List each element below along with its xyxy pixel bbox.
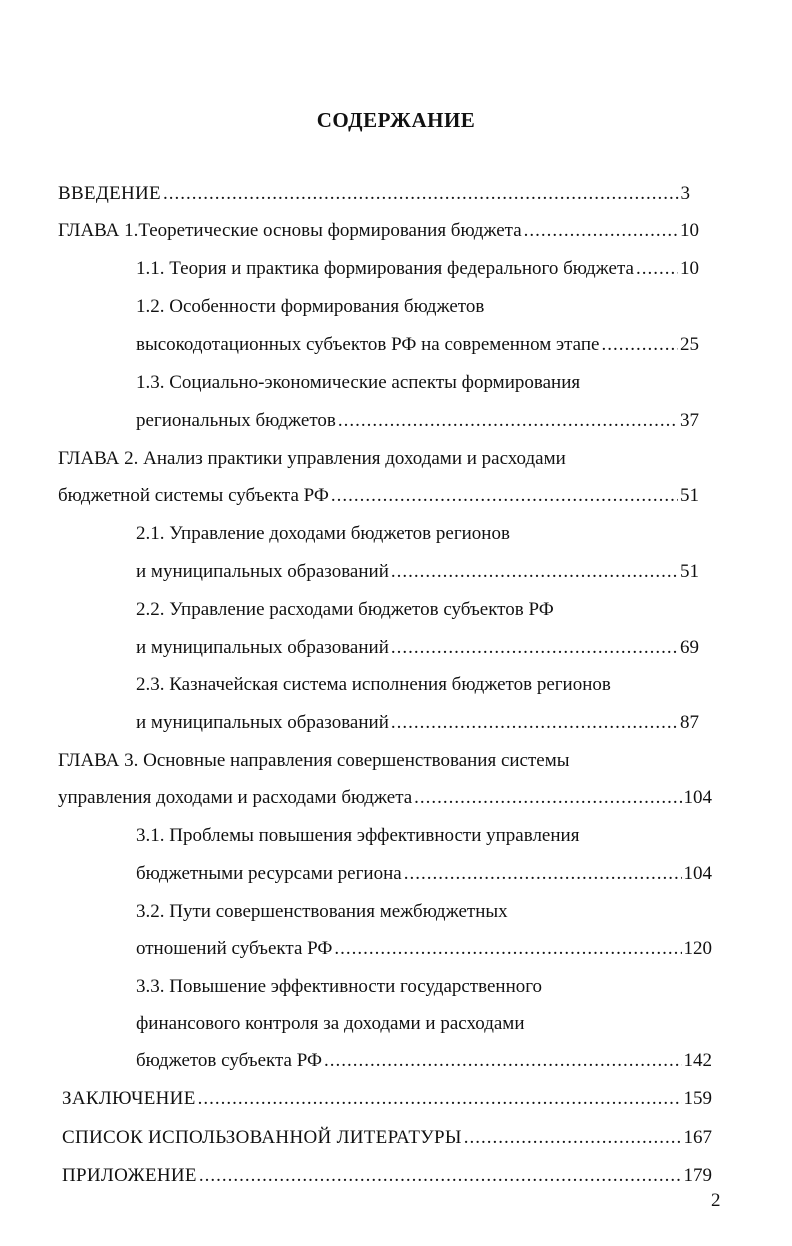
toc-leader-dots <box>404 858 682 890</box>
toc-entry-page: 10 <box>680 220 699 241</box>
toc-entry-intro <box>58 178 690 210</box>
toc-entry-text: 3.3. Повышение эффективности государственного <box>136 976 543 997</box>
toc-entry-text: и муниципальных образований <box>136 637 389 658</box>
toc-entry-text: 2.3. Казначейская система исполнения бюджетов регионов <box>136 674 611 695</box>
toc-entry-text: бюджетными ресурсами региона <box>136 863 402 884</box>
toc-entry-chapter-2-line1 <box>58 443 566 475</box>
toc-entry-text: СПИСОК ИСПОЛЬЗОВАННОЙ ЛИТЕРАТУРЫ <box>62 1127 462 1148</box>
toc-entry-page: 69 <box>680 637 699 658</box>
toc-entry-text: высокодотационных субъектов РФ на современном этапе <box>136 334 600 355</box>
toc-entry-section-3-2-line2 <box>136 933 712 965</box>
toc-entry-page: 87 <box>680 712 699 733</box>
toc-entry-text: 2.2. Управление расходами бюджетов субъектов РФ <box>136 599 554 620</box>
toc-entry-page: 159 <box>683 1088 712 1109</box>
toc-leader-dots <box>338 405 678 437</box>
toc-entry-section-3-1-line2 <box>136 858 712 890</box>
toc-entry-page: 37 <box>680 410 699 431</box>
toc-entry-section-3-1-line1 <box>136 820 579 852</box>
toc-entry-text: ПРИЛОЖЕНИЕ <box>62 1165 197 1186</box>
toc-entry-section-2-1-line2 <box>136 556 699 588</box>
toc-entry-section-2-1-line1 <box>136 518 510 550</box>
page-title: СОДЕРЖАНИЕ <box>316 108 476 132</box>
toc-entry-section-1-1 <box>136 253 699 285</box>
toc-entry-text: бюджетной системы субъекта РФ <box>58 485 329 506</box>
toc-entry-text: отношений субъекта РФ <box>136 938 333 959</box>
toc-entry-section-3-3-line3 <box>136 1045 712 1077</box>
toc-entry-text: ГЛАВА 1.Теоретические основы формирования бюджета <box>58 220 522 241</box>
page-number: 2 <box>711 1190 721 1211</box>
toc-entry-section-3-2-line1 <box>136 896 508 928</box>
toc-leader-dots <box>636 253 678 285</box>
toc-leader-dots <box>198 1083 682 1115</box>
toc-entry-section-1-3-line1 <box>136 367 580 399</box>
toc-entry-section-2-2-line1 <box>136 594 554 626</box>
toc-leader-dots <box>391 707 678 739</box>
toc-entry-section-3-3-line2 <box>136 1008 525 1040</box>
toc-entry-text: ГЛАВА 3. Основные направления совершенствования системы <box>58 750 570 771</box>
toc-entry-page: 3 <box>680 183 690 204</box>
toc-entry-text: ВВЕДЕНИЕ <box>58 183 161 204</box>
toc-entry-bibliography <box>62 1122 712 1154</box>
toc-entry-chapter-3-line2 <box>58 782 712 814</box>
toc-entry-text: ЗАКЛЮЧЕНИЕ <box>62 1088 196 1109</box>
toc-entry-page: 179 <box>683 1165 712 1186</box>
toc-entry-page: 104 <box>683 787 712 808</box>
toc-leader-dots <box>334 933 681 965</box>
toc-entry-page: 51 <box>680 485 699 506</box>
toc-entry-page: 25 <box>680 334 699 355</box>
toc-entry-text: региональных бюджетов <box>136 410 336 431</box>
toc-entry-appendix <box>62 1160 712 1192</box>
toc-entry-text: 1.1. Теория и практика формирования федерального бюджета <box>136 258 634 279</box>
toc-leader-dots <box>414 782 681 814</box>
toc-entry-section-2-2-line2 <box>136 632 699 664</box>
toc-leader-dots <box>464 1122 682 1154</box>
toc-entry-page: 51 <box>680 561 699 582</box>
toc-entry-page: 120 <box>683 938 712 959</box>
toc-leader-dots <box>163 178 679 210</box>
toc-entry-text: и муниципальных образований <box>136 712 389 733</box>
toc-entry-text: бюджетов субъекта РФ <box>136 1050 322 1071</box>
toc-entry-text: 3.2. Пути совершенствования межбюджетных <box>136 901 508 922</box>
toc-entry-section-2-3-line2 <box>136 707 699 739</box>
toc-leader-dots <box>324 1045 682 1077</box>
toc-entry-conclusion <box>62 1083 712 1115</box>
toc-leader-dots <box>524 215 678 247</box>
toc-leader-dots <box>391 632 678 664</box>
toc-entry-text: ГЛАВА 2. Анализ практики управления доходами и расходами <box>58 448 566 469</box>
toc-leader-dots <box>391 556 678 588</box>
toc-entry-chapter-1 <box>58 215 699 247</box>
toc-entry-section-1-2-line1 <box>136 291 484 323</box>
toc-entry-section-3-3-line1 <box>136 971 542 1003</box>
toc-entry-text: и муниципальных образований <box>136 561 389 582</box>
toc-entry-text: 3.1. Проблемы повышения эффективности управления <box>136 825 580 846</box>
toc-entry-text: финансового контроля за доходами и расходами <box>136 1013 525 1034</box>
toc-entry-page: 142 <box>683 1050 712 1071</box>
toc-entry-text: управления доходами и расходами бюджета <box>58 787 413 808</box>
toc-entry-section-1-3-line2 <box>136 405 699 437</box>
toc-leader-dots <box>199 1160 682 1192</box>
toc-entry-page: 167 <box>683 1127 712 1148</box>
toc-leader-dots <box>601 329 678 361</box>
toc-entry-page: 104 <box>683 863 712 884</box>
toc-entry-page: 10 <box>680 258 699 279</box>
toc-entry-chapter-2-line2 <box>58 480 699 512</box>
toc-entry-text: 2.1. Управление доходами бюджетов регионов <box>136 523 510 544</box>
toc-entry-chapter-3-line1 <box>58 745 570 777</box>
toc-entry-text: 1.2. Особенности формирования бюджетов <box>136 296 485 317</box>
toc-leader-dots <box>331 480 678 512</box>
toc-entry-text: 1.3. Социально-экономические аспекты формирования <box>136 372 581 393</box>
toc-entry-section-2-3-line1 <box>136 669 611 701</box>
toc-entry-section-1-2-line2 <box>136 329 699 361</box>
